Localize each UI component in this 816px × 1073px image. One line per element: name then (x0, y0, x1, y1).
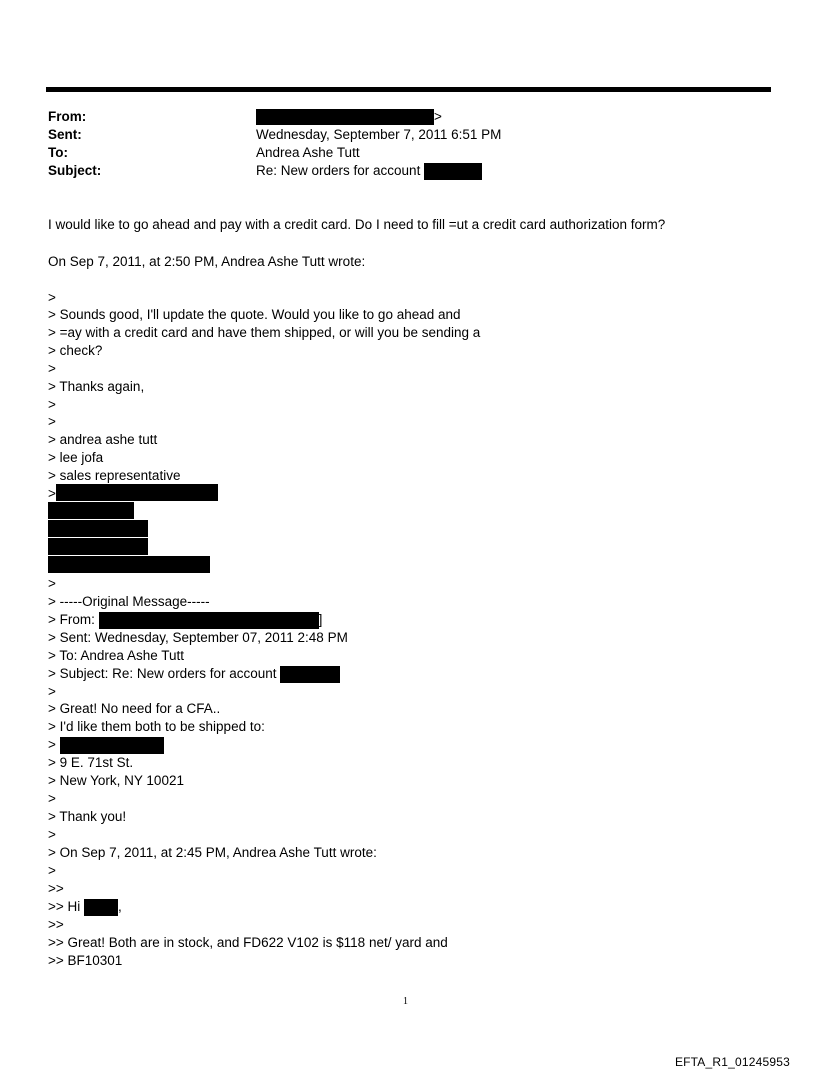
quoted-line: > sales representative (48, 468, 181, 483)
quoted-line: > Sounds good, I'll update the quote. Would you like to go ahead and (48, 307, 461, 322)
body-paragraph: On Sep 7, 2011, at 2:50 PM, Andrea Ashe Tutt wrote: (48, 254, 366, 269)
quoted-line: > check? (48, 343, 103, 358)
quoted-line: >> (48, 881, 64, 896)
quoted-line: > (48, 414, 56, 429)
quoted-greeting: >> Hi (48, 899, 81, 914)
quoted-from-label: > From: (48, 612, 95, 627)
quoted-line: > New York, NY 10021 (48, 773, 184, 788)
redaction-bar (48, 502, 134, 519)
from-value (256, 108, 442, 126)
quoted-line: > 9 E. 71st St. (48, 755, 134, 770)
quoted-line: > (48, 827, 56, 842)
quoted-line: > Sent: Wednesday, September 07, 2011 2:48 PM (48, 630, 348, 645)
quoted-line: > (48, 684, 56, 699)
quoted-subject-text: > Subject: Re: New orders for account (48, 666, 277, 681)
redaction-bar (48, 556, 210, 573)
quoted-line: > (48, 290, 56, 305)
quoted-line: > To: Andrea Ashe Tutt (48, 648, 184, 663)
quoted-line: > (48, 576, 56, 591)
redaction-bar (48, 520, 148, 537)
quoted-line: > =ay with a credit card and have them shipped, or will you be sending a (48, 325, 481, 340)
quoted-line: > (48, 791, 56, 806)
quoted-line: > On Sep 7, 2011, at 2:45 PM, Andrea Ashe Tutt wrote: (48, 845, 377, 860)
subject-value (256, 162, 482, 180)
redaction-bar (424, 163, 482, 180)
quoted-line: > lee jofa (48, 450, 104, 465)
to-row (48, 144, 360, 162)
quoted-line: > -----Original Message----- (48, 594, 210, 609)
from-suffix: > (434, 109, 442, 124)
to-value: Andrea Ashe Tutt (256, 145, 360, 160)
quoted-line: > andrea ashe tutt (48, 432, 158, 447)
redaction-bar (84, 899, 118, 916)
quoted-from-line (48, 611, 322, 629)
to-label: To: (48, 145, 68, 160)
sent-label: Sent: (48, 127, 82, 142)
quoted-greeting-suffix: , (118, 899, 122, 914)
quoted-line: > Thanks again, (48, 379, 145, 394)
quoted-line: > (48, 486, 56, 501)
redaction-bar (99, 612, 319, 629)
quoted-line: > (48, 361, 56, 376)
body-paragraph: I would like to go ahead and pay with a credit card. Do I need to fill =ut a credit card authorization form? (48, 217, 666, 232)
header-rule (46, 87, 771, 92)
quoted-line: > (48, 397, 56, 412)
from-label: From: (48, 109, 87, 124)
quoted-line: > I'd like them both to be shipped to: (48, 719, 265, 734)
quoted-line: > Thank you! (48, 809, 127, 824)
quoted-line: > (48, 863, 56, 878)
redaction-bar (280, 666, 340, 683)
quoted-line: >> (48, 917, 64, 932)
subject-text: Re: New orders for account (256, 163, 421, 178)
from-row (48, 108, 442, 126)
quoted-line: > Great! No need for a CFA.. (48, 701, 221, 716)
redaction-bar (60, 737, 164, 754)
quoted-greeting-line (48, 898, 122, 916)
redaction-bar (256, 109, 434, 125)
quoted-address-line (48, 736, 164, 754)
subject-row (48, 162, 421, 180)
quoted-from-suffix: ] (318, 612, 323, 627)
quoted-subject-line (48, 665, 340, 683)
redaction-bar (48, 538, 148, 555)
sent-value: Wednesday, September 7, 2011 6:51 PM (256, 127, 502, 142)
quoted-line-prefix: > (48, 737, 56, 752)
quoted-line: >> BF10301 (48, 953, 123, 968)
subject-label: Subject: (48, 163, 102, 178)
bates-number: EFTA_R1_01245953 (674, 1055, 790, 1069)
sent-row (48, 126, 502, 144)
quoted-line: >> Great! Both are in stock, and FD622 V102 is $118 net/ yard and (48, 935, 448, 950)
redaction-bar (56, 484, 218, 501)
page-number: 1 (403, 996, 408, 1007)
